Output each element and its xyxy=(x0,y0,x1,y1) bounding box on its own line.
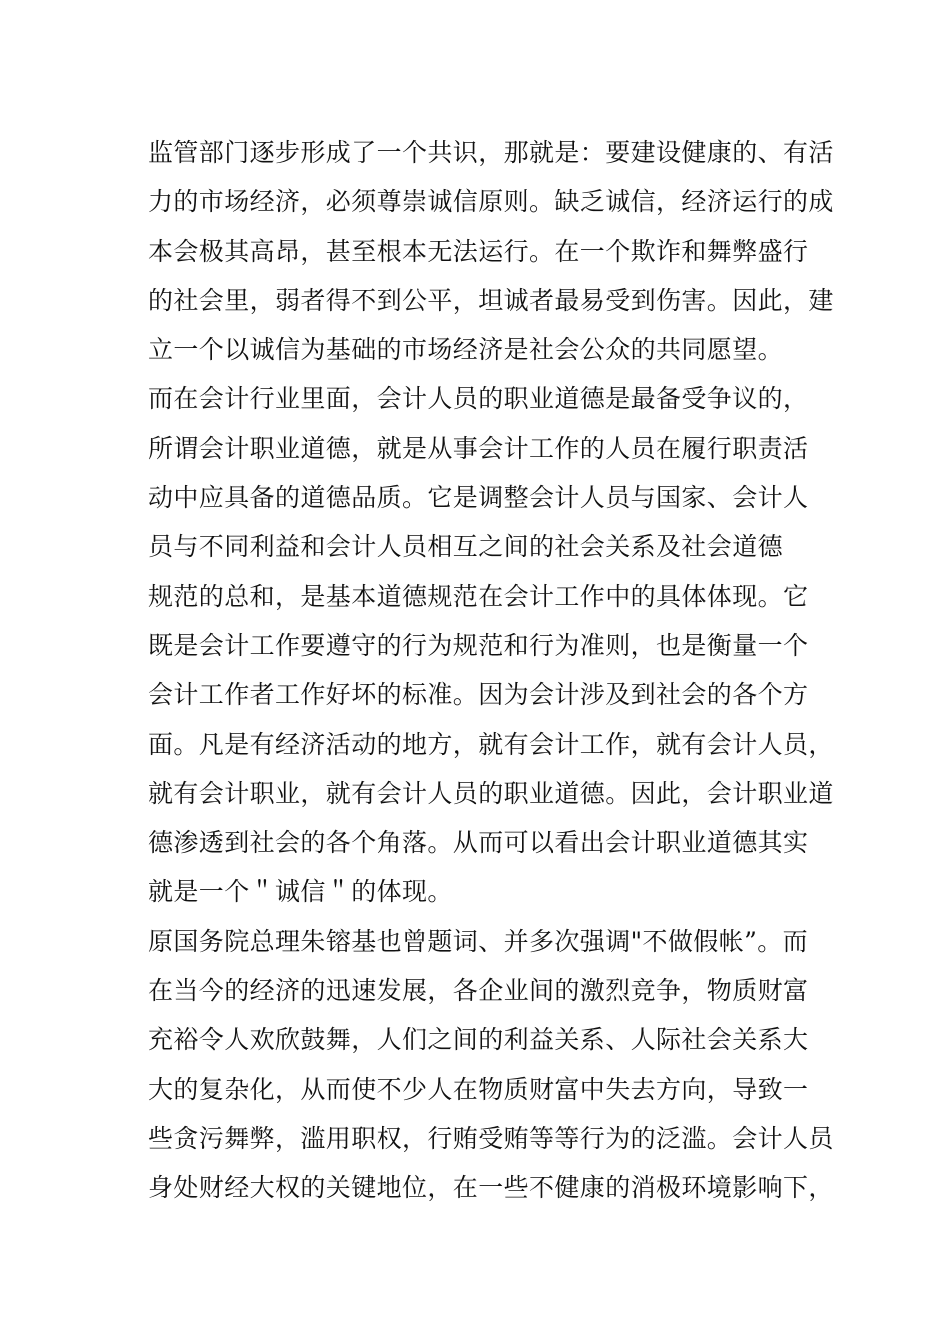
text-line: 在当今的经济的迅速发展，各企业间的激烈竞争，物质财富 xyxy=(148,976,809,1006)
text-line: 面。凡是有经济活动的地方，就有会计工作，就有会计人员， xyxy=(148,729,834,759)
text-line: 会计工作者工作好坏的标准。因为会计涉及到社会的各个方 xyxy=(148,680,809,710)
text-line: 立一个以诚信为基础的市场经济是社会公众的共同愿望。 xyxy=(148,335,784,365)
text-line: 充裕令人欢欣鼓舞，人们之间的利益关系、人际社会关系大 xyxy=(148,1025,809,1055)
text-line: 的社会里，弱者得不到公平，坦诚者最易受到伤害。因此，建 xyxy=(148,285,834,315)
text-line: 就有会计职业，就有会计人员的职业道德。因此，会计职业道 xyxy=(148,778,834,808)
text-line: 力的市场经济，必须尊崇诚信原则。缺乏诚信，经济运行的成 xyxy=(148,187,834,217)
text-line: 些贪污舞弊，滥用职权，行贿受贿等等行为的泛滥。会计人员 xyxy=(148,1123,834,1153)
text-line: 动中应具备的道德品质。它是调整会计人员与国家、会计人 xyxy=(148,483,809,513)
text-line: 德渗透到社会的各个角落。从而可以看出会计职业道德其实 xyxy=(148,828,809,858)
text-line: 监管部门逐步形成了一个共识，那就是：要建设健康的、有活 xyxy=(148,138,834,167)
text-line: 员与不同利益和会计人员相互之间的社会关系及社会道德 xyxy=(148,532,784,562)
text-line: 原国务院总理朱镕基也曾题词、并多次强调"不做假帐”。而 xyxy=(148,926,809,956)
text-line: 所谓会计职业道德，就是从事会计工作的人员在履行职责活 xyxy=(148,433,809,463)
text-line: 规范的总和，是基本道德规范在会计工作中的具体体现。它 xyxy=(148,581,809,611)
text-line: 就是一个＂诚信＂的体现。 xyxy=(148,877,453,907)
text-line: 而在会计行业里面，会计人员的职业道德是最备受争议的， xyxy=(148,384,809,414)
text-line: 身处财经大权的关键地位，在一些不健康的消极环境影响下， xyxy=(148,1173,834,1203)
text-line: 既是会计工作要遵守的行为规范和行为准则，也是衡量一个 xyxy=(148,630,809,660)
text-line: 大的复杂化，从而使不少人在物质财富中失去方向，导致一 xyxy=(148,1074,809,1104)
text-line: 本会极其高昂，甚至根本无法运行。在一个欺诈和舞弊盛行 xyxy=(148,236,809,266)
body-text xyxy=(148,128,834,1213)
